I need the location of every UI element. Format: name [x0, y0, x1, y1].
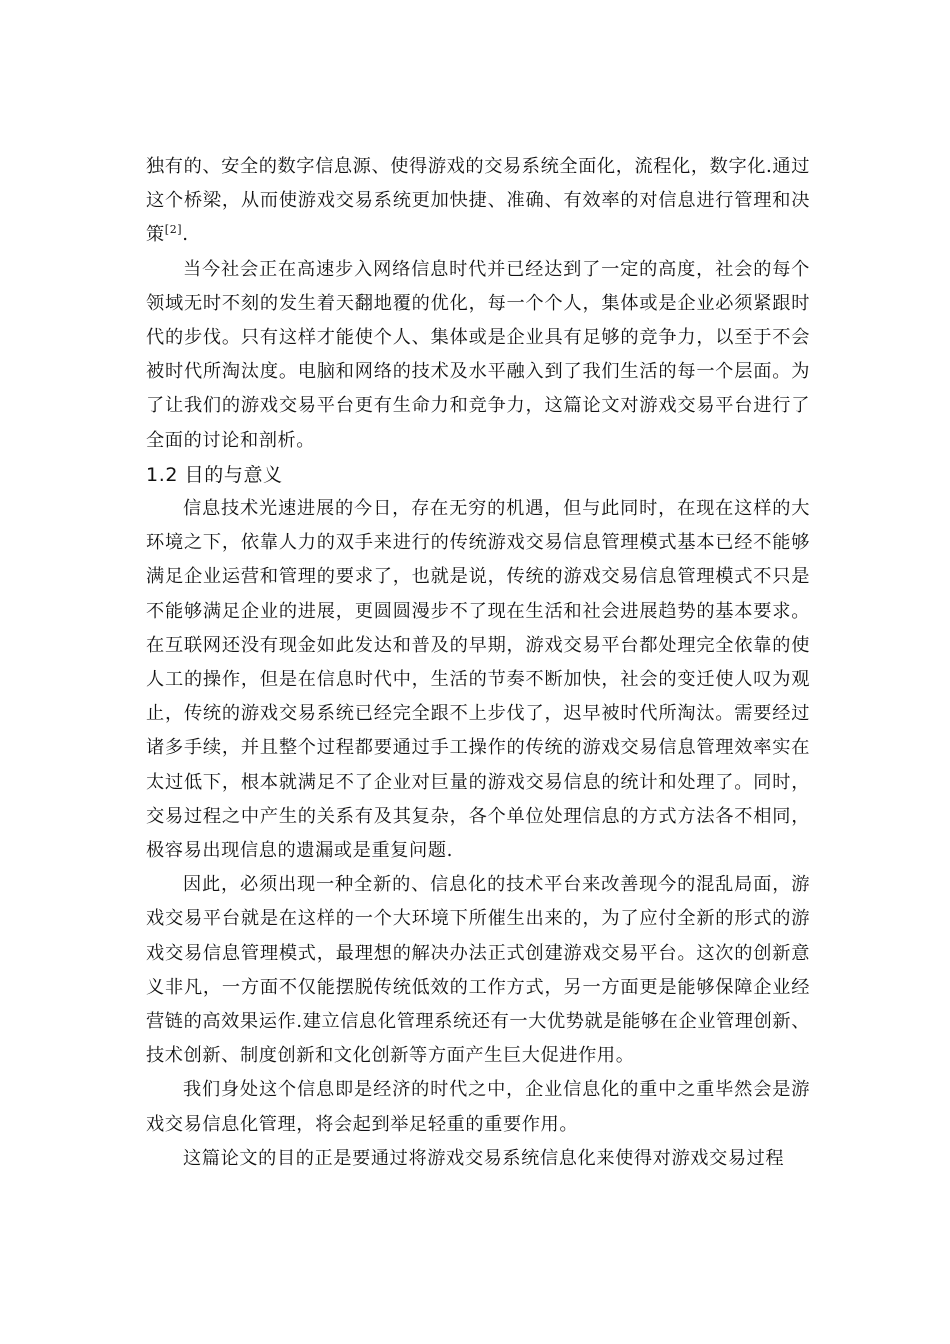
paragraph-goal: 这篇论文的目的正是要通过将游戏交易系统信息化来使得对游戏交易过程 — [183, 1147, 785, 1169]
paragraph-intro-continued — [146, 150, 810, 253]
paragraph-text: 独有的、安全的数字信息源、使得游戏的交易系统全面化，流程化，数字化.通过这个桥梁，从而使游戏交易系统更加快捷、准确、有效率的对信息进行管理和决策 — [146, 156, 810, 246]
section-heading: 1.2 目的与意义 — [146, 463, 283, 486]
paragraph-platform: 因此，必须出现一种全新的、信息化的技术平台来改善现今的混乱局面，游戏交易平台就是在这样的一个大环境下所催生出来的，为了应付全新的形式的游戏交易信息管理模式，最理想的解决办法正式创建游戏交易平台。这次的创新意义非凡，一方面不仅能摆脱传统低效的工作方式，另一方面更是能够保障企业经营链的高效果运作.建立信息化管理系统还有一大优势就是能够在企业管理创新、技术创新、制度创新和文化创新等方面产生巨大促进作用。 — [146, 874, 810, 1067]
body-text — [146, 150, 810, 1176]
paragraph-end: . — [182, 224, 189, 246]
paragraph-purpose: 信息技术光速进展的今日，存在无穷的机遇，但与此同时，在现在这样的大环境之下，依靠人力的双手来进行的传统游戏交易信息管理模式基本已经不能够满足企业运营和管理的要求了，也就是说，传统的游戏交易信息管理模式不只是不能够满足企业的进展，更圆圆漫步不了现在生活和社会进展趋势的基本要求。在互联网还没有现金如此发达和普及的早期，游戏交易平台都处理完全依靠的使人工的操作，但是在信息时代中，生活的节奏不断加快，社会的变迁使人叹为观止，传统的游戏交易系统已经完全跟不上步伐了，迟早被时代所淘汰。需要经过诸多手续，并且整个过程都要通过手工操作的传统的游戏交易信息管理效率实在太过低下，根本就满足不了企业对巨量的游戏交易信息的统计和处理了。同时，交易过程之中产生的关系有及其复杂，各个单位处理信息的方式方法各不相同，极容易出现信息的遗漏或是重复问题. — [146, 498, 810, 862]
citation-ref: [2] — [164, 223, 183, 237]
paragraph-economy: 我们身处这个信息即是经济的时代之中，企业信息化的重中之重毕然会是游戏交易信息化管理，将会起到举足轻重的重要作用。 — [146, 1079, 810, 1135]
paragraph-society: 当今社会正在高速步入网络信息时代并已经达到了一定的高度，社会的每个领域无时不刻的发生着天翻地覆的优化，每一个个人，集体或是企业必须紧跟时代的步伐。只有这样才能使个人、集体或是企业具有足够的竞争力，以至于不会被时代所淘汰度。电脑和网络的技术及水平融入到了我们生活的每一个层面。为了让我们的游戏交易平台更有生命力和竞争力，这篇论文对游戏交易平台进行了全面的讨论和剖析。 — [146, 258, 810, 451]
